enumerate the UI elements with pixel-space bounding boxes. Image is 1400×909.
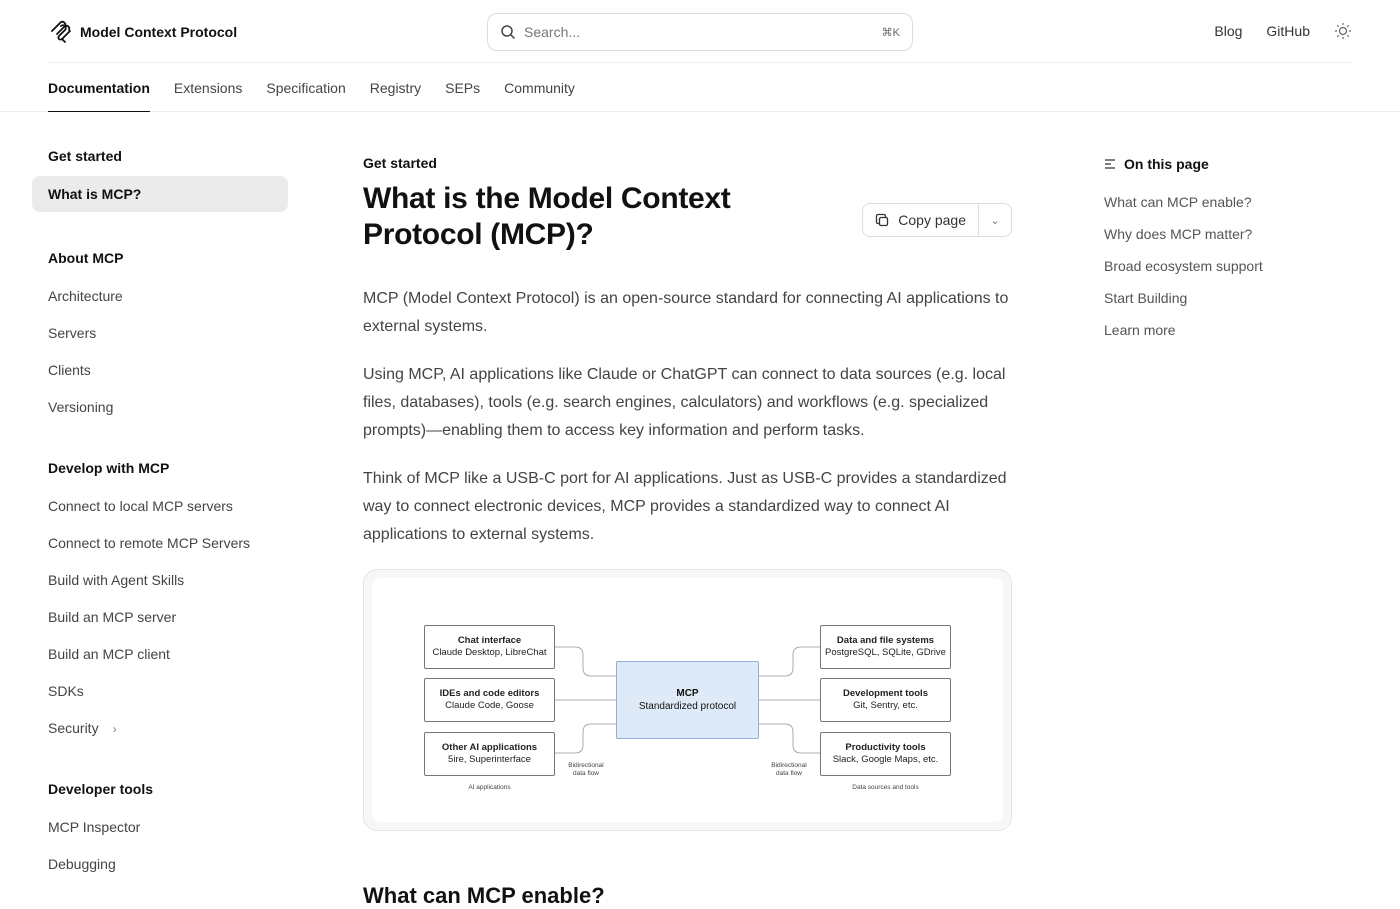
paragraph: MCP (Model Context Protocol) is an open-source standard for connecting AI applications to external systems. [363, 290, 1009, 335]
architecture-diagram [363, 569, 1012, 831]
sidebar-item[interactable]: MCP Inspector [48, 819, 141, 835]
diagram-box-data-files [820, 625, 951, 669]
sidebar-heading: About MCP [48, 250, 124, 266]
box-subtitle: Claude Code, Goose [445, 700, 534, 711]
box-title: IDEs and code editors [439, 688, 540, 699]
sidebar-item[interactable]: Connect to local MCP servers [48, 498, 233, 514]
sidebar-item-security[interactable] [32, 710, 288, 747]
sidebar-item[interactable]: Debugging [48, 856, 116, 872]
sidebar-item[interactable]: Connect to remote MCP Servers [48, 535, 251, 551]
tab-specification[interactable]: Specification [266, 80, 346, 96]
toc-item[interactable]: What can MCP enable? [1104, 194, 1252, 210]
section-heading: What can MCP enable? [363, 883, 605, 908]
diagram-box-dev-tools [820, 678, 951, 722]
box-title: Other AI applications [441, 742, 538, 753]
table-of-contents [1104, 155, 1263, 349]
sidebar-item[interactable]: Build an MCP server [48, 609, 177, 625]
box-title: Chat interface [457, 635, 522, 646]
breadcrumb: Get started [363, 155, 437, 171]
sidebar-item[interactable]: Build with Agent Skills [48, 572, 185, 588]
diagram-box-ides [424, 678, 555, 722]
diagram-box-productivity [820, 732, 951, 776]
sidebar-item-label: Security [48, 720, 99, 736]
box-title: Development tools [843, 688, 928, 699]
box-subtitle: Git, Sentry, etc. [853, 700, 918, 711]
toc-item[interactable]: Why does MCP matter? [1104, 226, 1253, 242]
tab-registry[interactable]: Registry [369, 80, 422, 96]
sidebar-heading: Developer tools [48, 781, 154, 797]
tab-seps[interactable]: SEPs [445, 80, 481, 96]
sidebar-item[interactable]: Architecture [48, 288, 123, 304]
caption-right: Data sources and tools [852, 784, 919, 791]
top-bar [48, 0, 1352, 63]
logo-link[interactable] [50, 20, 237, 44]
paragraph: Think of MCP like a USB-C port for AI applications. Just as USB-C provides a standardized way to connect electronic devices, MCP provides a standardized way to connect AI applications to external systems. [363, 470, 1007, 543]
list-icon [1104, 158, 1116, 170]
sidebar-item-what-is-mcp[interactable]: What is MCP? [32, 176, 288, 212]
search-input[interactable] [487, 13, 913, 51]
copy-page-button-group [862, 203, 1012, 237]
box-subtitle: Claude Desktop, LibreChat [432, 647, 547, 658]
flow-label-left: Bidirectional data flow [568, 762, 604, 777]
tab-community[interactable]: Community [504, 80, 575, 96]
box-subtitle: PostgreSQL, SQLite, GDrive [825, 647, 946, 658]
box-title: Data and file systems [836, 635, 935, 646]
chevron-right-icon: › [112, 722, 117, 736]
sidebar-item[interactable]: Clients [48, 362, 91, 378]
github-link[interactable]: GitHub [1266, 23, 1310, 39]
toc-title: On this page [1124, 156, 1209, 172]
search-icon [500, 24, 516, 40]
tab-documentation[interactable]: Documentation [48, 64, 150, 112]
sidebar-item[interactable]: SDKs [48, 683, 84, 699]
toc-item[interactable]: Broad ecosystem support [1104, 258, 1263, 274]
box-subtitle: Slack, Google Maps, etc. [832, 754, 939, 765]
caption-left: AI applications [468, 784, 511, 791]
box-subtitle: 5ire, Superinterface [448, 754, 531, 765]
toc-item[interactable]: Start Building [1104, 290, 1188, 306]
sidebar [32, 140, 288, 883]
copy-page-label: Copy page [898, 212, 966, 228]
sidebar-heading: Develop with MCP [48, 460, 170, 476]
sidebar-item[interactable]: Build an MCP client [48, 646, 170, 662]
sidebar-item[interactable]: Servers [48, 325, 97, 341]
flow-label-right: Bidirectional data flow [771, 762, 807, 777]
mcp-logo-icon [50, 20, 74, 44]
box-subtitle: Standardized protocol [638, 701, 737, 712]
tab-extensions[interactable]: Extensions [173, 80, 243, 96]
diagram-box-mcp [616, 661, 759, 739]
search-placeholder: Search... [524, 24, 581, 40]
copy-page-button[interactable] [863, 204, 979, 236]
blog-link[interactable]: Blog [1214, 23, 1243, 39]
nav-tabs [0, 64, 1400, 112]
box-title: MCP [676, 688, 699, 699]
theme-toggle-sun-icon[interactable] [1334, 22, 1352, 40]
diagram-box-other-ai [424, 732, 555, 776]
toc-item[interactable]: Learn more [1104, 322, 1176, 338]
page-title: What is the Model Context Protocol (MCP)? [363, 182, 731, 251]
diagram-box-chat-interface [424, 625, 555, 669]
copy-icon [875, 213, 890, 228]
sidebar-heading: Get started [48, 148, 122, 164]
sidebar-item[interactable]: Versioning [48, 399, 114, 415]
copy-options-chevron-down-icon[interactable]: ⌄ [990, 214, 1000, 227]
logo-text: Model Context Protocol [80, 24, 238, 40]
main-content [363, 155, 1012, 831]
search-shortcut: ⌘K [881, 26, 900, 39]
box-title: Productivity tools [845, 742, 926, 753]
paragraph: Using MCP, AI applications like Claude or ChatGPT can connect to data sources (e.g. local files, databases), tools (e.g. search engines, calculators) and workflows (e.g. specialized prompts)—enabling them to access key information and perform tasks. [363, 366, 1006, 439]
